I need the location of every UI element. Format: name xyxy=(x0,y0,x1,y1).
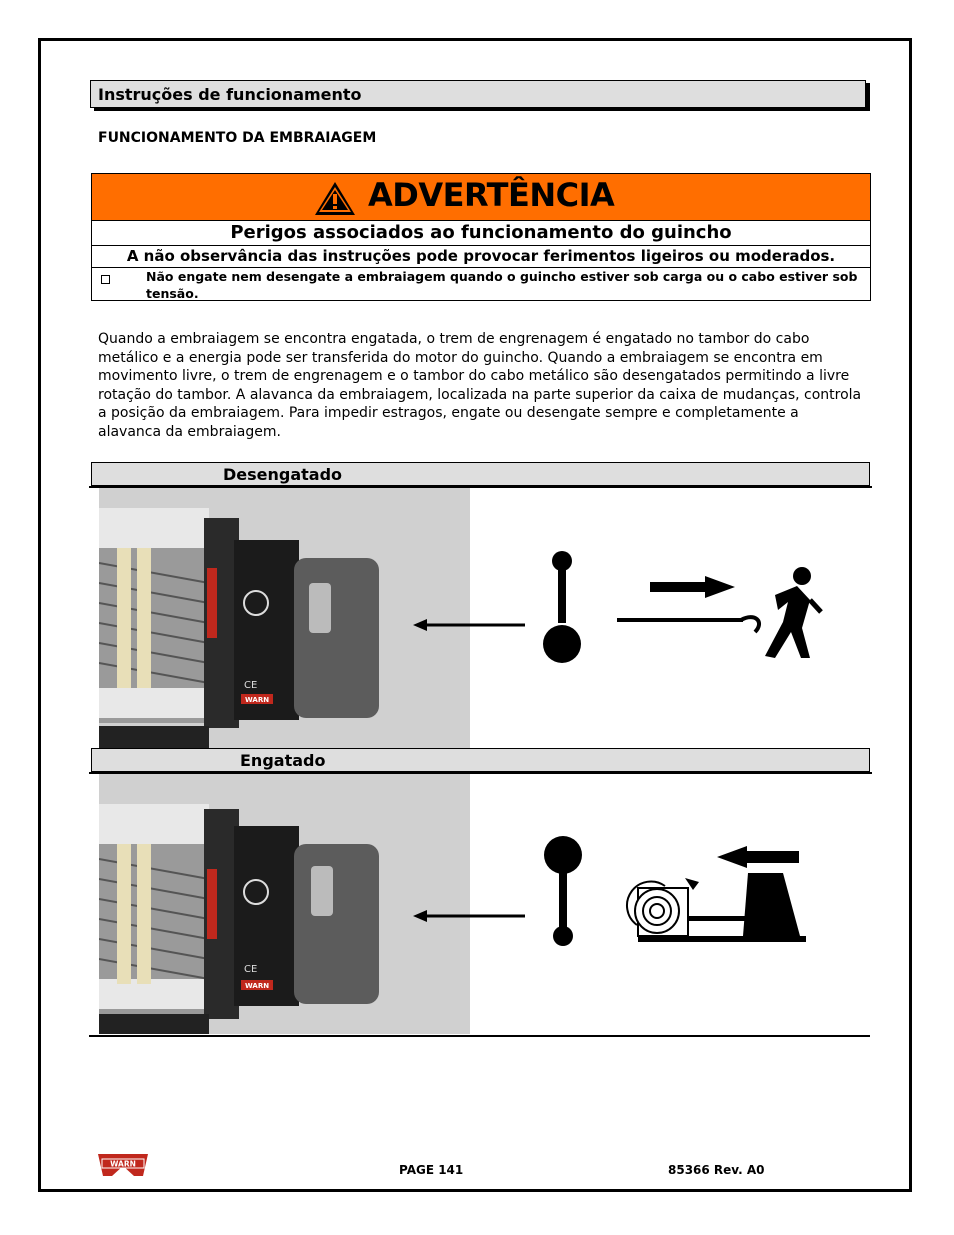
winch-pulling-load-icon xyxy=(627,846,806,942)
subheading: FUNCIONAMENTO DA EMBRAIAGEM xyxy=(98,130,377,146)
section-header-title: Instruções de funcionamento xyxy=(98,85,362,104)
section-header xyxy=(90,80,866,108)
section-bar-disengaged xyxy=(91,462,870,486)
warn-logo xyxy=(98,1152,148,1178)
pull-cable-walking-person-icon xyxy=(617,567,821,658)
body-paragraph: Quando a embraiagem se encontra engatada, o trem de engrenagem é engatado no tambor do cabo metálico e a energia pode ser transferida do motor do guincho. Quando a embraiagem se encontra em movimento livre, o trem de engrenagem e o tambor do cabo metálico são desengatados permitindo a livre rotação do tambor. A alavanca da embraiagem, localizada na parte superior da caixa de mudanças, controla a posição da embraiagem. Para impedir estragos, engate ou desengate sempre e completamente a alavanca da embraiagem. xyxy=(98,331,862,440)
warning-bullet-text: Não engate nem desengate a embraiagem quando o guincho estiver sob carga ou o cabo estiver sob tensão. xyxy=(146,269,858,301)
ce-mark: CE xyxy=(244,964,258,975)
engaged-diagram xyxy=(405,830,855,960)
section-label-disengaged: Desengatado xyxy=(223,465,343,484)
checkbox-bullet-icon xyxy=(101,275,110,284)
warn-logo-text: WARN xyxy=(110,1159,136,1169)
warning-banner xyxy=(92,174,870,221)
photo-brand: WARN xyxy=(245,982,270,990)
direction-arrow-left-icon xyxy=(413,619,525,631)
warning-triangle-icon xyxy=(313,179,357,217)
warning-bullet xyxy=(92,268,870,301)
clutch-lever-down-icon xyxy=(543,551,581,663)
page-number: PAGE 141 xyxy=(399,1163,464,1177)
ce-mark: CE xyxy=(244,680,258,691)
hazard-title: Perigos associados ao funcionamento do guincho xyxy=(92,221,870,246)
section-bottom-line xyxy=(89,1035,870,1037)
warning-title: ADVERTÊNCIA xyxy=(368,176,615,214)
section-bar-engaged xyxy=(91,748,870,772)
revision-number: 85366 Rev. A0 xyxy=(668,1163,765,1177)
hazard-subtitle: A não observância das instruções pode provocar ferimentos ligeiros ou moderados. xyxy=(92,246,870,268)
warning-box xyxy=(91,173,871,301)
disengaged-diagram xyxy=(405,540,855,670)
photo-brand: WARN xyxy=(245,696,270,704)
section-label-engaged: Engatado xyxy=(240,751,326,770)
direction-arrow-left-icon xyxy=(413,910,525,922)
clutch-lever-up-icon xyxy=(544,836,582,946)
